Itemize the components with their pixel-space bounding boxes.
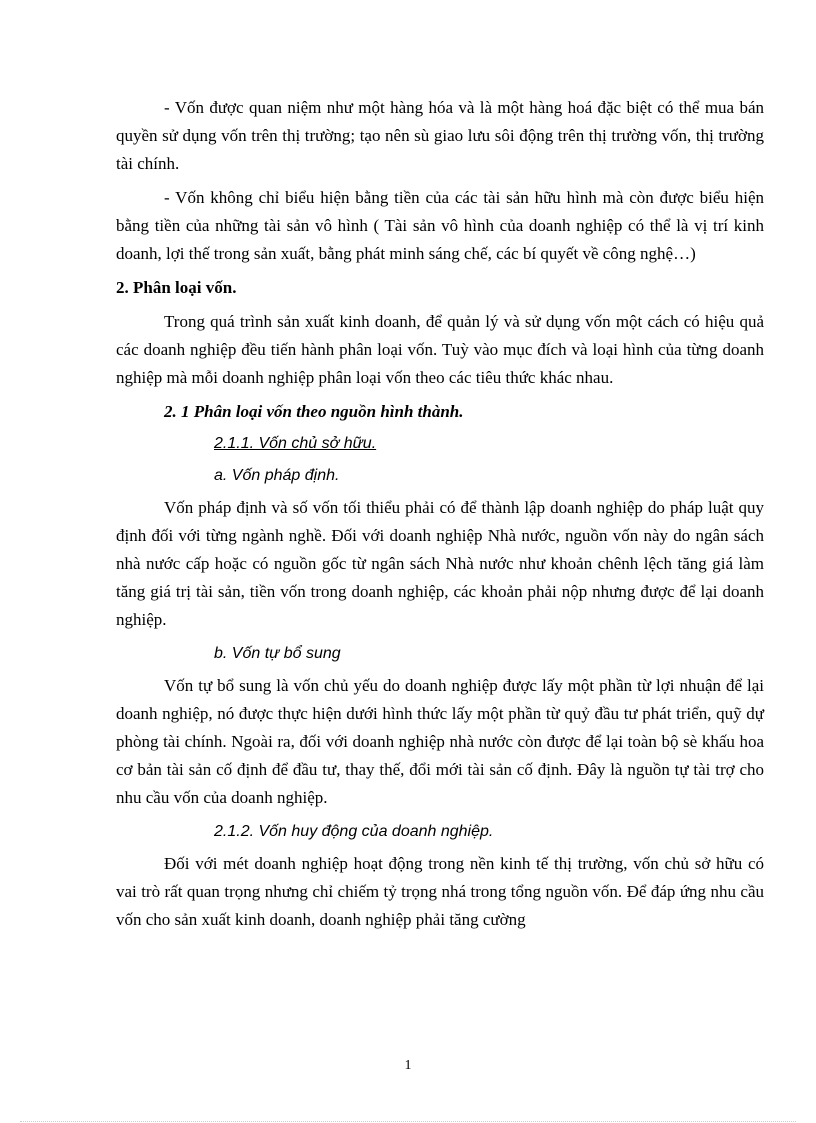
page-number: 1 bbox=[404, 1058, 412, 1073]
paragraph-classification-intro: Trong quá trình sản xuất kinh doanh, để quản lý và sử dụng vốn một cách có hiệu quả các doanh nghiệp đều tiến hành phân loại vốn. Tuỳ vào mục đích và loại hình của từng doanh nghiệp mà mỗi doanh nghiệp phân loại vốn theo các tiêu thức khác nhau. bbox=[116, 312, 764, 387]
section-heading-2-1-1: 2.1.1. Vốn chủ sở hữu. bbox=[214, 435, 377, 452]
paragraph-legal-capital: Vốn pháp định và số vốn tối thiểu phải có để thành lập doanh nghiệp do pháp luật quy định đối với từng ngành nghề. Đối với doanh nghiệp Nhà nước, nguồn vốn này do ngân sách nhà nước cấp hoặc có nguồn gốc từ ngân sách Nhà nước như khoản chênh lệch tăng giá làm tăng giá trị tài sản, tiền vốn trong doanh nghiệp, các khoản phải nộp nhưng được để lại doanh nghiệp. bbox=[116, 498, 764, 629]
page-bottom-divider bbox=[20, 1121, 796, 1122]
paragraph-capital-as-commodity: - Vốn được quan niệm như một hàng hóa và là một hàng hoá đặc biệt có thể mua bán quyền sử dụng vốn trên thị trường; tạo nên sù giao lưu sôi động trên thị trường vốn, thị trường tài chính. bbox=[116, 98, 764, 173]
section-heading-2-1: 2. 1 Phân loại vốn theo nguồn hình thành. bbox=[164, 402, 464, 421]
section-heading-2-1-2: 2.1.2. Vốn huy động của doanh nghiệp. bbox=[214, 823, 494, 840]
subheading-a: a. Vốn pháp định. bbox=[214, 467, 340, 484]
page-body bbox=[116, 94, 764, 934]
section-heading-2: 2. Phân loại vốn. bbox=[116, 278, 237, 297]
paragraph-mobilized-capital: Đối với mét doanh nghiệp hoạt động trong nền kinh tế thị trường, vốn chủ sở hữu có vai trò rất quan trọng nhưng chỉ chiếm tỷ trọng nhá trong tổng nguồn vốn. Để đáp ứng nhu cầu vốn cho sản xuất kinh doanh, doanh nghiệp phải tăng cường bbox=[116, 854, 764, 929]
paragraph-self-supplemented-capital: Vốn tự bổ sung là vốn chủ yếu do doanh nghiệp được lấy một phần từ lợi nhuận để lại doanh nghiệp, nó được thực hiện dưới hình thức lấy một phần từ quỷ đầu tư phát triển, quỹ dự phòng tài chính. Ngoài ra, đối với doanh nghiệp nhà nước còn được để lại toàn bộ sè khấu hoa cơ bản tài sản cố định để đầu tư, thay thế, đổi mới tài sản cố định. Đây là nguồn tự tài trợ cho nhu cầu vốn của doanh nghiệp. bbox=[116, 676, 764, 807]
paragraph-capital-intangible: - Vốn không chỉ biểu hiện bằng tiền của các tài sản hữu hình mà còn được biểu hiện bằng tiền của những tài sản vô hình ( Tài sản vô hình của doanh nghiệp có thể là vị trí kinh doanh, lợi thế trong sản xuất, bằng phát minh sáng chế, các bí quyết về công nghệ…) bbox=[116, 188, 764, 263]
subheading-b: b. Vốn tự bổ sung bbox=[214, 645, 341, 662]
